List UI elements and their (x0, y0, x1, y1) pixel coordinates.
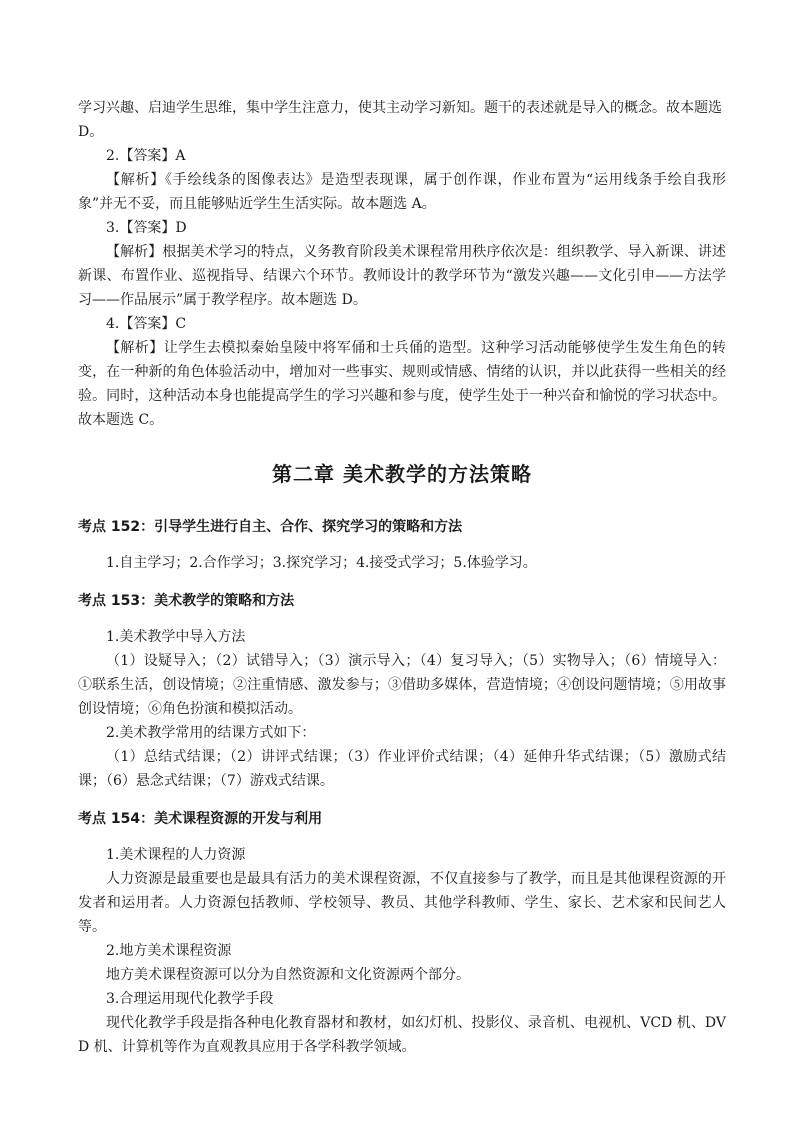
kaodian-title: 考点 153：美术教学的策略和方法 (78, 593, 295, 609)
kaodian-153 (78, 589, 726, 793)
analysis-text: 《手绘线条的图像表达》是造型表现课，属于创作课，作业布置为“运用线条手绘自我形象”并无不妥，而且能够贴近学生生活实际。故本题选 A。 (78, 172, 727, 212)
document-page (78, 96, 726, 1073)
analysis-label: 【解析】 (106, 172, 166, 188)
subsection-text: （1）设疑导入；（2）试错导入；（3）演示导入；（4）复习导入；（5）实物导入；（6）情境导入：①联系生活，创设情境；②注重情感、激发参与；③借助多媒体，营造情境；④创设问题情境；⑤用故事创设情境；⑥角色扮演和模拟活动。 (78, 653, 726, 717)
subsection-title: 3.合理运用现代化教学手段 (106, 991, 274, 1007)
kaodian-title: 考点 154：美术课程资源的开发与利用 (78, 811, 323, 827)
answer-3: 3.【答案】D (106, 220, 187, 236)
analysis-text: 根据美术学习的特点，义务教育阶段美术课程常用秩序依次是：组织教学、导入新课、讲述新课、布置作业、巡视指导、结课六个环节。教师设计的教学环节为“激发兴趣——文化引申——方法学习——作品展示”属于教学程序。故本题选 D。 (78, 244, 727, 308)
analysis-4 (78, 336, 726, 432)
chapter-title: 第二章 美术教学的方法策略 (272, 462, 532, 486)
subsection-title: 2.地方美术课程资源 (106, 943, 232, 959)
subsection-title: 2.美术教学常用的结课方式如下： (106, 725, 316, 741)
analysis-label: 【解析】 (106, 340, 164, 356)
analysis-label: 【解析】 (106, 244, 163, 260)
answer-2: 2.【答案】A (106, 148, 186, 164)
analysis-text: 让学生去模拟秦始皇陵中将军俑和士兵俑的造型。这种学习活动能够使学生发生角色的转变，在一种新的角色体验活动中，增加对一些事实、规则或情感、情绪的认识，并以此获得一些相关的经验。同时，这种活动本身也能提高学生的学习兴趣和参与度，使学生处于一种兴奋和愉悦的学习状态中。故本题选 C。 (78, 340, 727, 428)
kaodian-152 (78, 515, 726, 575)
analysis-3 (78, 240, 726, 312)
kaodian-154 (78, 807, 726, 1059)
subsection-text: 人力资源是最重要也是最具有活力的美术课程资源，不仅直接参与了教学，而且是其他课程资源的开发者和运用者。人力资源包括教师、学校领导、教员、其他学科教师、学生、家长、艺术家和民间艺人等。 (78, 871, 726, 935)
intro-tail-line-2: D。 (78, 124, 104, 140)
subsection-text: （1）总结式结课；（2）讲评式结课；（3）作业评价式结课；（4）延伸升华式结课；（5）激励式结课；（6）悬念式结课；（7）游戏式结课。 (78, 749, 726, 789)
subsection-text: 现代化教学手段是指各种电化教育器材和教材，如幻灯机、投影仪、录音机、电视机、VCD 机、DVD 机、计算机等作为直观教具应用于各学科教学领域。 (78, 1015, 726, 1055)
kaodian-line: 1.自主学习；2.合作学习；3.探究学习；4.接受式学习；5.体验学习。 (106, 555, 537, 571)
subsection-title: 1.美术课程的人力资源 (106, 847, 246, 863)
intro-tail-line-1: 学习兴趣、启迪学生思维，集中学生注意力，使其主动学习新知。题干的表述就是导入的概念。故本题选 (78, 100, 722, 116)
subsection-title: 1.美术教学中导入方法 (106, 629, 246, 645)
subsection-text: 地方美术课程资源可以分为自然资源和文化资源两个部分。 (106, 967, 470, 983)
kaodian-title: 考点 152：引导学生进行自主、合作、探究学习的策略和方法 (78, 519, 463, 535)
analysis-2 (78, 168, 726, 216)
answer-4: 4.【答案】C (106, 316, 187, 332)
